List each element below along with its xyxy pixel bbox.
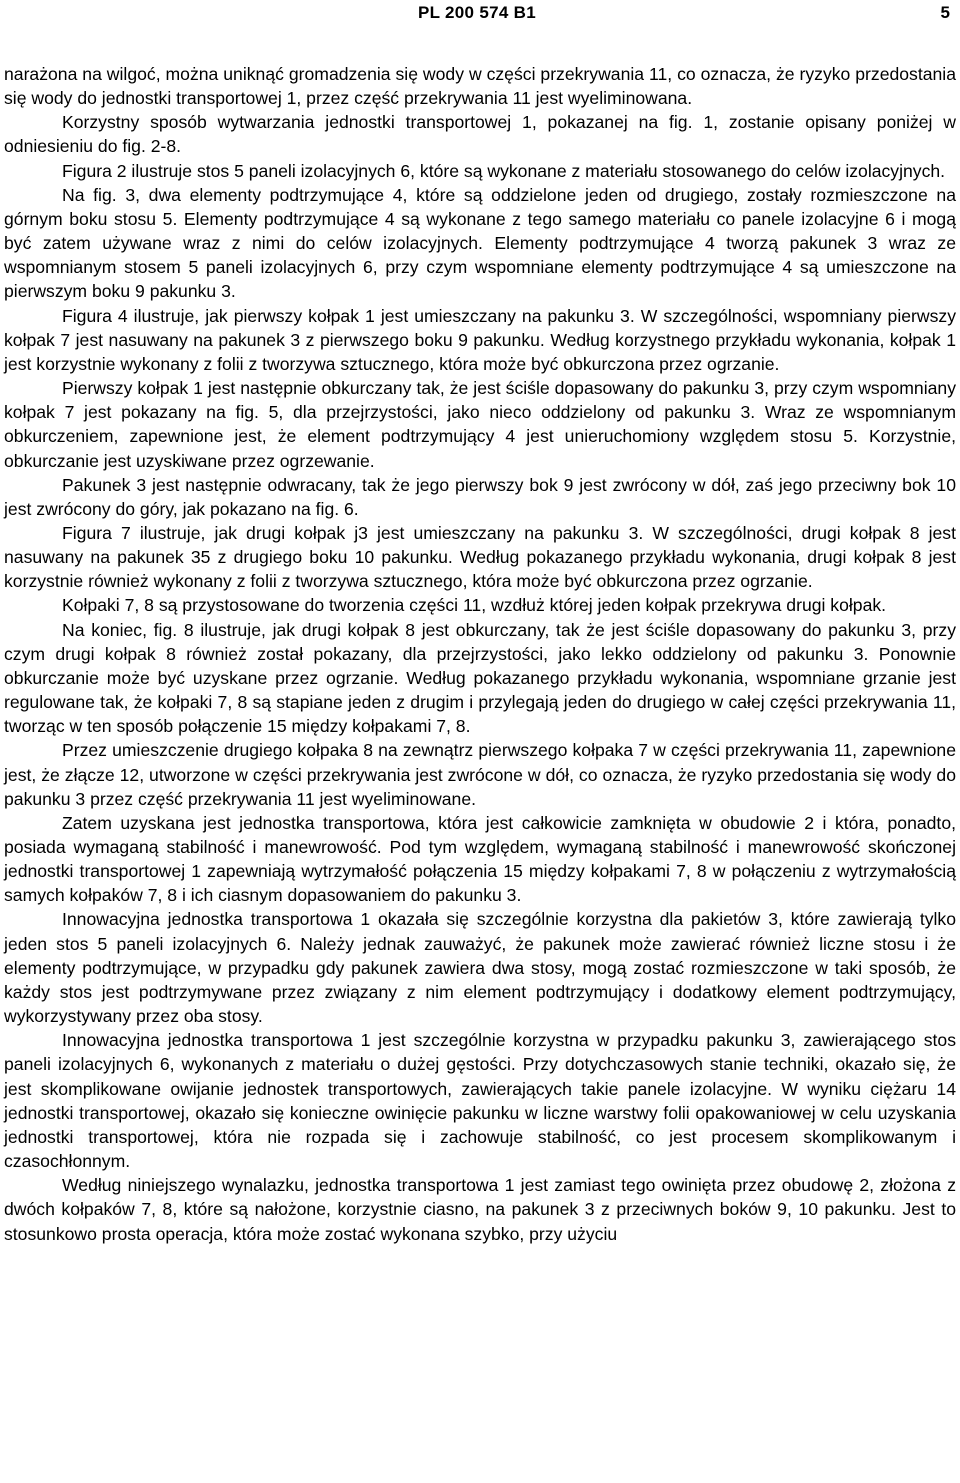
- page-number: 5: [940, 3, 950, 22]
- paragraph: Innowacyjna jednostka transportowa 1 jest szczególnie korzystna w przypadku pakunku 3, zawierającego stos paneli izolacyjnych 6, wykonanych z materiału o dużej gęstości. Przy dotychczasowych stanie techniki, okazało się, że jest skomplikowane owijanie jednostek transportowych, zawierających takie panele izolacyjne. W wyniku ciężaru 14 jednostki transportowej, okazało się konieczne owinięcie pakunku w liczne warstwy folii opakowaniowej w celu uzyskania jednostki transportowej, która nie rozpada się i zachowuje stabilność, co jest procesem skomplikowanym i czasochłonnym.: [4, 1030, 956, 1172]
- paragraph: Figura 4 ilustruje, jak pierwszy kołpak 1 jest umieszczany na pakunku 3. W szczególności, wspomniany pierwszy kołpak 7 jest nasuwany na pakunek 3 z pierwszego boku 9 pakunku. Według korzystnego przykładu wykonania, kołpak 1 jest korzystnie wykonany z folii z tworzywa sztucznego, która może być obkurczona przez ogrzanie.: [4, 305, 956, 374]
- paragraph: Figura 7 ilustruje, jak drugi kołpak j3 jest umieszczany na pakunku 3. W szczególności, drugi kołpak 8 jest nasuwany na pakunek 35 z drugiego boku 10 pakunku. Według pokazanego przykładu wykonania, drugi kołpak 8 jest korzystnie również wykonany z folii z tworzywa sztucznego, która może być obkurczona przez ogrzanie.: [4, 522, 956, 592]
- paragraph: Zatem uzyskana jest jednostka transportowa, która jest całkowicie zamknięta w obudowie 2 i która, ponadto, posiada wymaganą stabilność i manewrowość. Pod tym względem, wymaganą stabilność i manewrowość skończonej jednostki transportowej 1 zapewniają wytrzymałość połączenia 15 między kołpakami 7, 8 w połączeniu z wytrzymałością samych kołpaków 7, 8 i ich ciasnym dopasowaniem do pakunku 3.: [4, 812, 956, 906]
- paragraph: Innowacyjna jednostka transportowa 1 okazała się szczególnie korzystna dla pakietów 3, które zawierają tylko jeden stos 5 paneli izolacyjnych 6. Należy jednak zauważyć, że pakunek może zawierać również liczne stosu i że elementy podtrzymujące, w przypadku gdy pakunek zawiera dwa stosy, mogą zostać rozmieszczone w taki sposób, że każdy stos jest podtrzymywane przez związany z nim element podtrzymujący i dodatkowy element podtrzymujący, wykorzystywany przez oba stosy.: [4, 909, 956, 1027]
- paragraph: Pakunek 3 jest następnie odwracany, tak że jego pierwszy bok 9 jest zwrócony w dół, zaś jego przeciwny bok 10 jest zwrócony do góry, jak pokazano na fig. 6.: [4, 474, 956, 519]
- document-id: PL 200 574 B1: [418, 3, 536, 22]
- document-body: [4, 62, 956, 1246]
- paragraph: Przez umieszczenie drugiego kołpaka 8 na zewnątrz pierwszego kołpaka 7 w części przekrywania 11, zapewnione jest, że złącze 12, utworzone w części przekrywania jest zwrócone w dół, co oznacza, że ryzyko przedostania się wody do pakunku 3 przez część przekrywania 11 jest wyeliminowane.: [4, 740, 956, 809]
- page-header: [0, 0, 960, 30]
- paragraph: Figura 2 ilustruje stos 5 paneli izolacyjnych 6, które są wykonane z materiału stosowanego do celów izolacyjnych.: [62, 160, 946, 181]
- paragraph: Na fig. 3, dwa elementy podtrzymujące 4, które są oddzielone jeden od drugiego, zostały rozmieszczone na górnym boku stosu 5. Elementy podtrzymujące 4 są wykonane z tego samego materiału co panele izolacyjne 6 i mogą być zatem używane wraz z nimi do celów izolacyjnych. Elementy podtrzymujące 4 tworzą pakunek 3 wraz ze wspomnianym stosem 5 paneli izolacyjnych 6, przy czym wspomniane elementy podtrzymujące 4 są umieszczone na pierwszym boku 9 pakunku 3.: [4, 184, 956, 302]
- paragraph: Korzystny sposób wytwarzania jednostki transportowej 1, pokazanej na fig. 1, zostanie opisany poniżej w odniesieniu do fig. 2-8.: [4, 112, 956, 157]
- paragraph: Kołpaki 7, 8 są przystosowane do tworzenia części 11, wzdłuż której jeden kołpak przekrywa drugi kołpak.: [62, 595, 887, 616]
- paragraph: narażona na wilgoć, można uniknąć gromadzenia się wody w części przekrywania 11, co oznacza, że ryzyko przedostania się wody do jednostki transportowej 1, przez część przekrywania 11 jest wyeliminowana.: [4, 64, 956, 109]
- paragraph: Na koniec, fig. 8 ilustruje, jak drugi kołpak 8 jest obkurczany, tak że jest ściśle dopasowany do pakunku 3, przy czym drugi kołpak 8 również został pokazany, dla przejrzystości, jako lekko oddzielony od pakunku 3. Ponownie obkurczanie może być uzyskane przez ogrzanie. Według pokazanego przykładu wykonania, wspomniane grzanie jest regulowane tak, że kołpaki 7, 8 są stapiane jeden z drugim i przylegają jeden do drugiego w całej części przekrywania 11, tworząc w ten sposób połączenie 15 między kołpakami 7, 8.: [4, 619, 956, 737]
- paragraph: Według niniejszego wynalazku, jednostka transportowa 1 jest zamiast tego owinięta przez obudowę 2, złożona z dwóch kołpaków 7, 8, które są nałożone, korzystnie ciasno, na pakunek 3 z przeciwnych boków 9, 10 pakunku. Jest to stosunkowo prosta operacja, która może zostać wykonana szybko, przy użyciu: [4, 1175, 956, 1244]
- paragraph: Pierwszy kołpak 1 jest następnie obkurczany tak, że jest ściśle dopasowany do pakunku 3, przy czym wspomniany kołpak 7 jest pokazany na fig. 5, dla przejrzystości, jako nieco oddzielony od pakunku 3. Wraz ze wspomnianym obkurczeniem, zapewnione jest, że element podtrzymujący 4 jest unieruchomiony względem stosu 5. Korzystnie, obkurczanie jest uzyskiwane przez ogrzewanie.: [4, 378, 956, 471]
